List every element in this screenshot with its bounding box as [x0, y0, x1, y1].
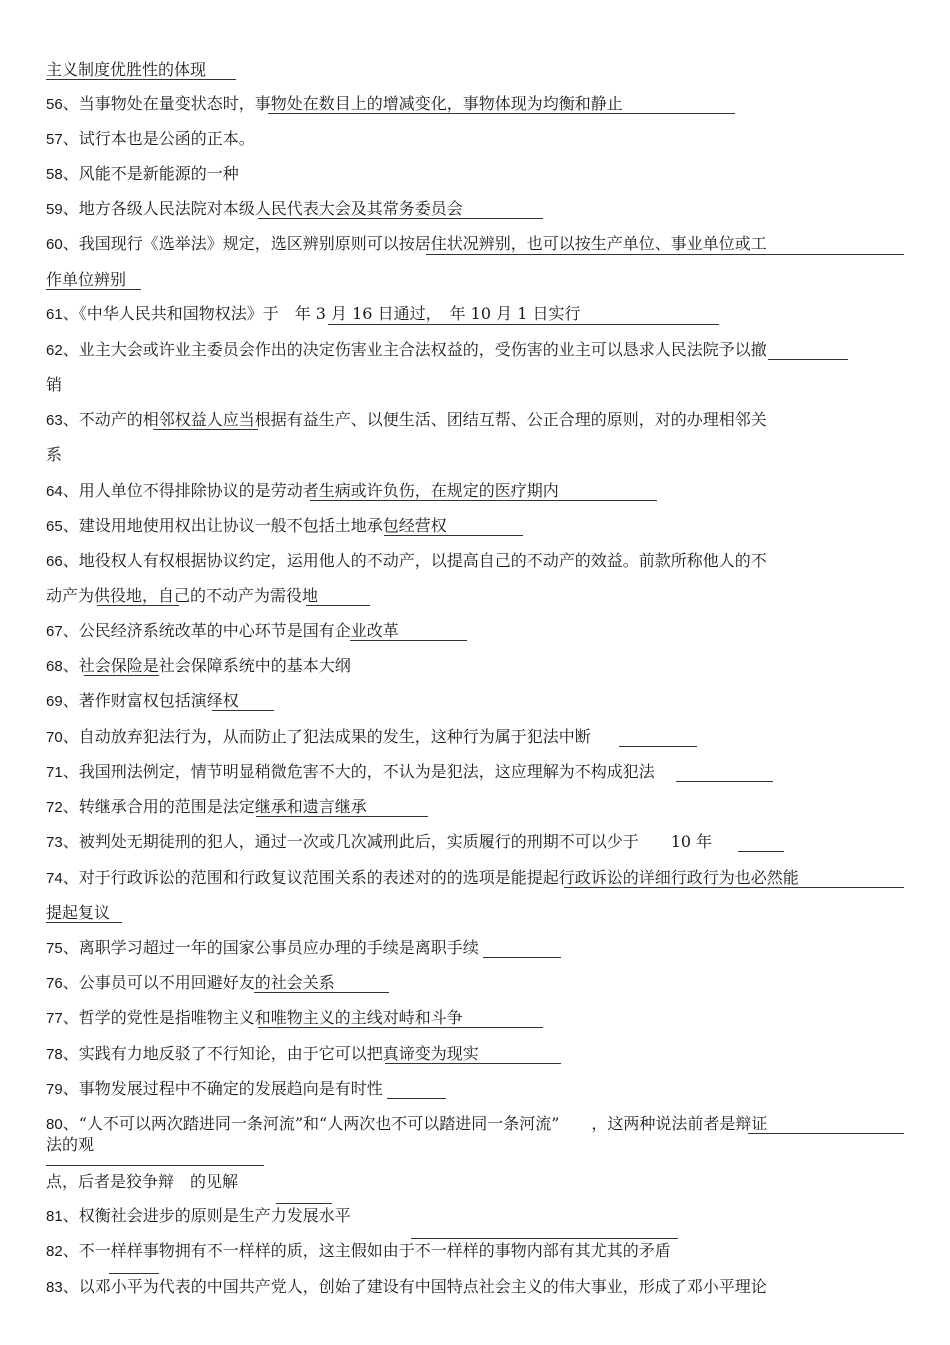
question-78: 78、实践有力地反驳了不行知论，由于它可以把真谛变为现实 [46, 1044, 479, 1063]
answer-underline [46, 79, 236, 80]
question-79: 79、事物发展过程中不确定的发展趋向是有时性 [46, 1079, 383, 1098]
answer-underline [564, 887, 904, 888]
question-82: 82、不一样样事物拥有不一样样的质，这主假如由于不一样样的事物内部有其尤其的矛盾 [46, 1241, 671, 1260]
question-70: 70、自动放弃犯法行为，从而防止了犯法成果的发生，这种行为属于犯法中断 [46, 727, 591, 746]
answer-underline [384, 535, 523, 536]
question-60: 60、我国现行《选举法》规定，选区辨别原则可以按居住状况辨别，也可以按生产单位、事业单位或工 [46, 234, 767, 253]
answer-underline [46, 922, 122, 923]
answer-underline [426, 254, 904, 255]
question-68: 68、社会保险是社会保障系统中的基本大纲 [46, 656, 351, 675]
text-line: 提起复议 [46, 903, 111, 922]
answer-underline [153, 429, 258, 430]
answer-underline [619, 746, 697, 747]
question-69: 69、著作财富权包括演绎权 [46, 691, 239, 710]
text-line: 作单位辨别 [46, 270, 127, 289]
question-75: 75、离职学习超过一年的国家公事员应办理的手续是离职手续 [46, 938, 479, 957]
answer-underline [306, 605, 370, 606]
question-63: 63、不动产的相邻权益人应当根据有益生产、以便生活、团结互帮、公正合理的原则，对的办理相邻关 [46, 410, 767, 429]
question-83: 83、以邓小平为代表的中国共产党人，创始了建设有中国特点社会主义的伟大事业，形成了邓小平理论 [46, 1277, 767, 1296]
answer-underline [97, 605, 179, 606]
answer-underline [768, 359, 848, 360]
question-59: 59、地方各级人民法院对本级人民代表大会及其常务委员会 [46, 199, 463, 218]
question-74: 74、对于行政诉讼的范围和行政复议范围关系的表述对的的选项是能提起行政诉讼的详细行政行为也必然能 [46, 868, 799, 887]
answer-underline [748, 1133, 904, 1134]
answer-underline [310, 500, 657, 501]
answer-underline [212, 710, 274, 711]
question-64: 64、用人单位不得排除协议的是劳动者生病或许负伤，在规定的医疗期内 [46, 481, 559, 500]
answer-underline [483, 957, 561, 958]
question-72: 72、转继承合用的范围是法定继承和遗言继承 [46, 797, 367, 816]
answer-underline [258, 218, 543, 219]
answer-underline [46, 1165, 264, 1166]
question-67: 67、公民经济系统改革的中心环节是国有企业改革 [46, 621, 399, 640]
answer-underline [254, 992, 389, 993]
text-line: 动产为供役地，自己的不动产为需役地 [46, 586, 319, 605]
text-line: 主义制度优胜性的体现 [46, 60, 207, 79]
answer-underline [387, 1098, 446, 1099]
question-56: 56、当事物处在量变状态时，事物处在数目上的增减变化，事物体现为均衡和静止 [46, 94, 623, 113]
answer-underline [268, 113, 735, 114]
answer-underline [350, 640, 467, 641]
question-76: 76、公事员可以不用回避好友的社会关系 [46, 973, 335, 992]
answer-underline [676, 781, 773, 782]
answer-underline [385, 1063, 561, 1064]
text-line: 法的观 [46, 1135, 95, 1154]
answer-underline [258, 1027, 543, 1028]
answer-underline [46, 289, 141, 290]
answer-underline [328, 324, 719, 325]
question-62: 62、业主大会或许业主委员会作出的决定伤害业主合法权益的，受伤害的业主可以恳求人民法院予以撤 [46, 340, 767, 359]
text-line: 点，后者是狡争辩 的见解 [46, 1172, 239, 1191]
question-66: 66、地役权人有权根据协议约定，运用他人的不动产，以提高自己的不动产的效益。前款所称他人的不 [46, 551, 767, 570]
question-71: 71、我国刑法例定，情节明显稍微危害不大的，不认为是犯法，这应理解为不构成犯法 [46, 762, 655, 781]
text-line: 系 [46, 445, 63, 464]
answer-underline [109, 1273, 159, 1274]
answer-underline [738, 851, 784, 852]
question-61: 61、《中华人民共和国物权法》于 年 3 月 16 日通过， 年 10 月 1 日实行 [46, 304, 581, 323]
question-73: 73、被判处无期徒刑的犯人，通过一次或几次减刑此后，实质履行的刑期不可以少于 10 年 [46, 832, 713, 851]
answer-underline [411, 1238, 678, 1239]
question-81: 81、权衡社会进步的原则是生产力发展水平 [46, 1206, 351, 1225]
text-line: 销 [46, 375, 63, 394]
question-58: 58、风能不是新能源的一种 [46, 164, 239, 183]
question-57: 57、试行本也是公函的正本。 [46, 129, 255, 148]
answer-underline [84, 675, 159, 676]
answer-underline [276, 1203, 332, 1204]
question-65: 65、建设用地使用权出让协议一般不包括土地承包经营权 [46, 516, 447, 535]
answer-underline [256, 816, 428, 817]
question-77: 77、哲学的党性是指唯物主义和唯物主义的主线对峙和斗争 [46, 1008, 463, 1027]
question-80: 80、“人不可以两次踏进同一条河流”和“人两次也不可以踏进同一条河流” ，这两种说法前者是辩证 [46, 1114, 768, 1133]
